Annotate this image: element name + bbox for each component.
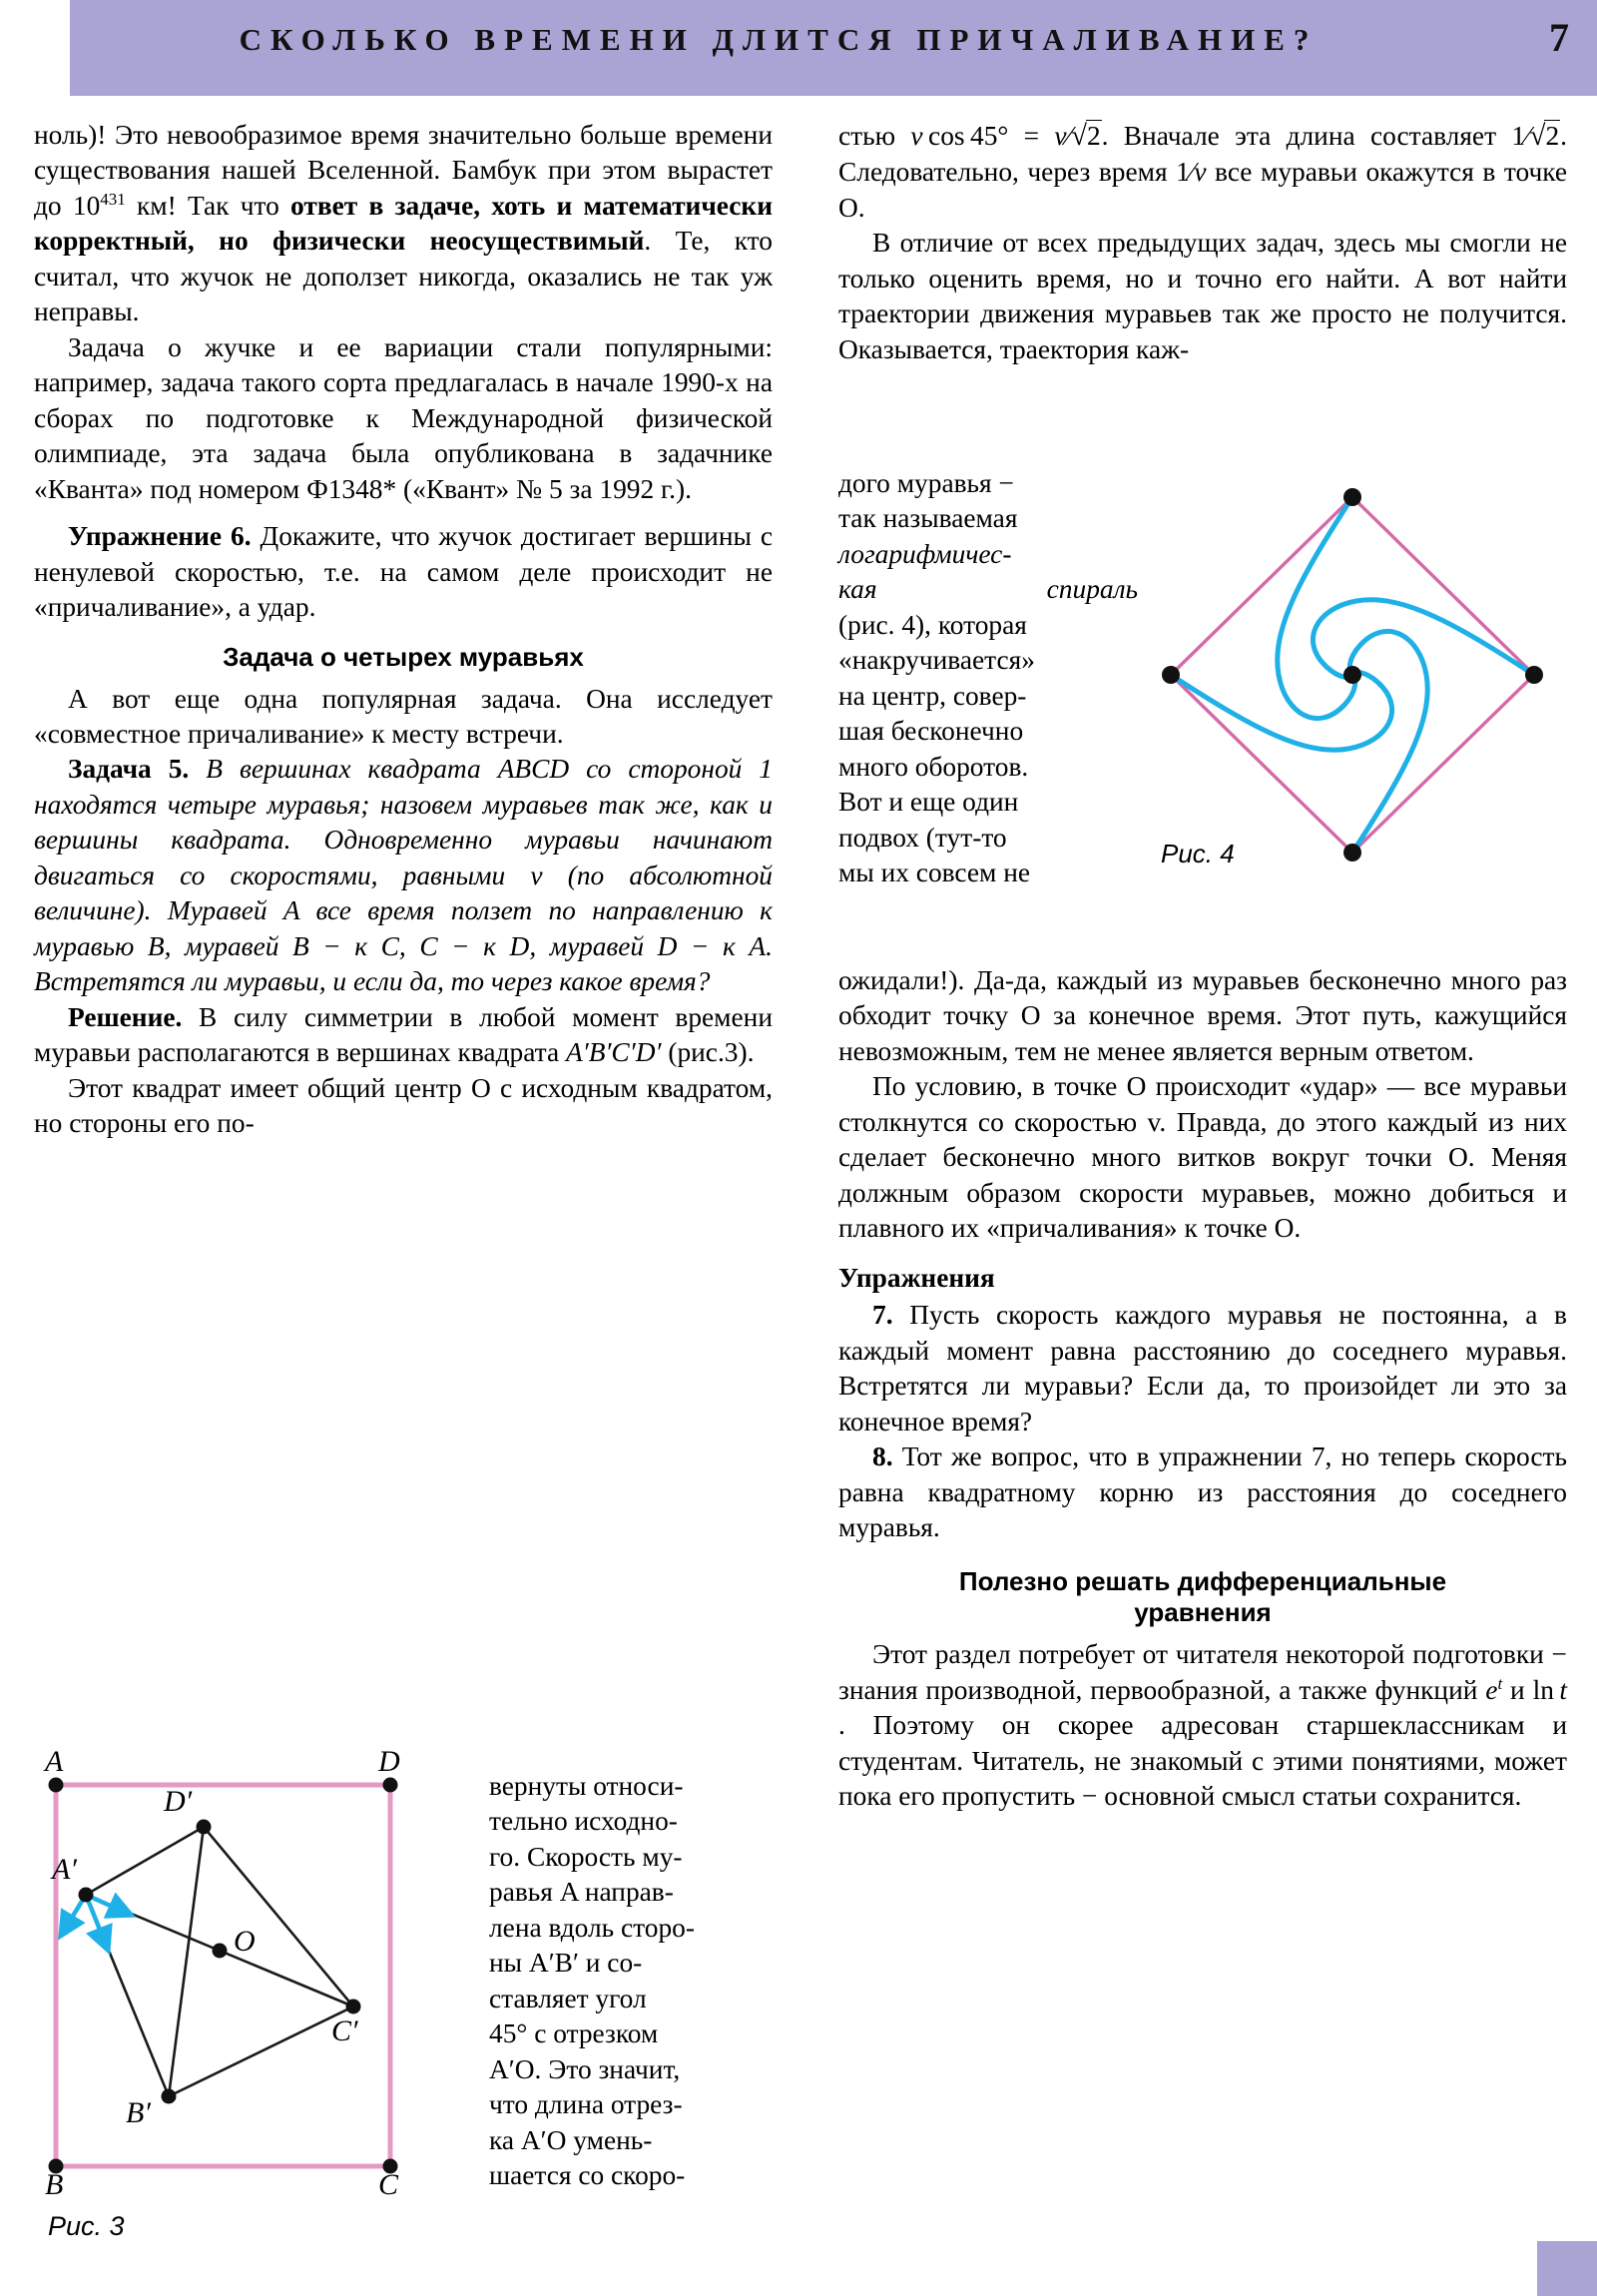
- paragraph-1: [34, 118, 773, 330]
- section-heading-diffeq: [838, 1566, 1567, 1629]
- running-title: СКОЛЬКО ВРЕМЕНИ ДЛИТСЯ ПРИЧАЛИВАНИЕ?: [239, 22, 1319, 57]
- wrapped-line: 45° с отрезком: [489, 2018, 659, 2049]
- figure-4-svg: [1153, 479, 1552, 868]
- task-5: [34, 752, 773, 999]
- figure-3-svg: [34, 1767, 465, 2206]
- right-paragraph-4: [838, 1637, 1567, 1814]
- r4-part-a: Этот раздел потребует от читателя некоторой подготовки − знания производной, первообразной, а также функций: [838, 1639, 1567, 1705]
- figure-3: [34, 1745, 465, 2206]
- paragraph-3: А вот еще одна популярная задача. Она исследует «совместное причаливание» к месту встречи.: [34, 683, 773, 749]
- label-B-prime: B′: [126, 2096, 151, 2129]
- right-paragraph-2-wide: В отличие от всех предыдущих задач, здесь мы смогли не только оценить время, но и точно его найти. А вот найти траектории движения муравьев так же просто не получится. Оказывается, траектория каж-: [838, 228, 1567, 364]
- r4-mid: и: [1502, 1674, 1533, 1705]
- solution-text-b: (рис.3).: [661, 1037, 755, 1068]
- wrapped-line: много оборотов.: [838, 751, 1029, 782]
- wrapped-line: шая бесконечно: [838, 716, 1024, 747]
- section-heading-line-1: Полезно решать дифференциальные: [958, 1565, 1447, 1596]
- corner-decoration: [1537, 2241, 1597, 2296]
- wrapped-line: го. Скорость му-: [489, 1841, 683, 1872]
- wrapped-line: равья A направ-: [489, 1877, 674, 1908]
- exercises-heading: Упражнения: [838, 1262, 995, 1293]
- r1-pre: стью: [838, 121, 911, 151]
- diamond-vertex-right: [1525, 666, 1543, 684]
- math-e: e: [1485, 1674, 1498, 1705]
- right-paragraph-2-tail: ожидали!). Да-да, каждый из муравьев бесконечно много раз обходит точку O за конечное время. Этот путь, кажущийся невозможным, тем не менее является верным ответом.: [838, 965, 1567, 1066]
- vertex-dot-C-prime: [346, 2000, 361, 2014]
- wrapped-line: «накручивается»: [838, 645, 1035, 676]
- inner-square-A1B1C1D1: [86, 1827, 353, 2096]
- exercise-7: [838, 1298, 1567, 1439]
- label-B: B: [45, 2168, 64, 2201]
- wrapped-line: ны A′B′ и со-: [489, 1948, 643, 1979]
- figure-4: [1153, 479, 1552, 868]
- exercise-7-text: Пусть скорость каждого муравья не постоянна, а в каждый момент равна расстоянию до соседнего муравья. Встретятся ли муравьи? Если да, то произойдет ли это за конечное время?: [838, 1300, 1567, 1436]
- r1-end: все муравьи окажутся в точке O.: [838, 157, 1567, 223]
- para1-exponent: 431: [100, 189, 126, 209]
- r4-part-b: . Поэтому он скорее адресован старшеклассникам и студентам. Читатель, не знакомый с этими понятиями, может пока его пропустить − основной смысл статьи сохранится.: [838, 1710, 1567, 1812]
- math-v-cos-45: v cos 45° = v⁄√2: [910, 120, 1101, 152]
- exercise-8-text: Тот же вопрос, что в упражнении 7, но теперь скорость равна квадратному корню из расстояния до соседнего муравья.: [838, 1441, 1567, 1543]
- exercise-7-number: 7.: [872, 1300, 893, 1331]
- section-heading-ants: Задача о четырех муравьях: [223, 641, 584, 672]
- wrapped-line: ставляет угол: [489, 1983, 647, 2013]
- right-paragraph-3: По условию, в точке O происходит «удар» — все муравьи столкнутся со скоростью v. Правда, до этого каждый из них сделает бесконечно много витков вокруг точки O. Меняя должным образом скорости муравьев, можно добиться и плавного их «причаливания» к точке O.: [838, 1071, 1567, 1244]
- figure-4-caption: Рис. 4: [1161, 839, 1235, 868]
- vertex-dot-A-prime: [79, 1888, 94, 1903]
- section-heading-line-2: уравнения: [1134, 1597, 1272, 1628]
- right-column-wrapped-text: [838, 466, 1138, 891]
- exercise-6-label: Упражнение 6.: [68, 521, 252, 552]
- wrapped-line: на центр, совер-: [838, 680, 1027, 711]
- center-dot-O: [213, 1944, 228, 1959]
- wrapped-line: ка A′O умень-: [489, 2124, 653, 2155]
- diamond-center-point: [1343, 666, 1361, 684]
- r1-mid: . Вначале эта длина составляет: [1101, 121, 1512, 151]
- vertex-dot-B-prime: [162, 2089, 177, 2104]
- diagonal-B1D1: [169, 1827, 204, 2096]
- wrapped-line: [838, 572, 1138, 607]
- solution-quadrilateral: A′B′C′D′: [565, 1037, 662, 1068]
- diamond-vertex-top: [1343, 488, 1361, 506]
- math-one-over-v: 1⁄v: [1176, 157, 1207, 188]
- para1-part-a: ноль)! Это невообразимое время значительно больше времени существования нашей Вселенной. Бамбук при этом вырастет до 10: [34, 120, 773, 221]
- vertex-dot-D: [383, 1778, 398, 1793]
- right-column: [838, 118, 1567, 367]
- right-paragraph-1: [838, 118, 1567, 226]
- label-D: D: [378, 1745, 400, 1778]
- wrapped-line: мы их совсем не: [838, 858, 1031, 888]
- exercise-6: [34, 519, 773, 625]
- para1-bold-phrase: ответ в задаче, хоть и математически корректный, но физически неосуществимый: [34, 190, 773, 257]
- exercise-6-text: Докажите, что жучок достигает вершины с ненулевой скоростью, т.е. на самом деле происходит не «причаливание», а удар.: [34, 521, 773, 623]
- wrapped-line: вернуты относи-: [489, 1771, 684, 1801]
- wrapped-line: лена вдоль сторо-: [489, 1912, 695, 1943]
- task-5-text: В вершинах квадрата ABCD со стороной 1 находятся четыре муравья; назовем муравьев так же, как и вершины квадрата. Одновременно муравьи начинают двигаться со скоростями, равными v (по абсолютной величине). Муравей A все время ползет по направлению к муравью B, муравей B − к C, C − к D, муравей D − к A. Встретятся ли муравьи, и если да, то через какое время?: [34, 754, 773, 997]
- wrapped-line: шается со скоро-: [489, 2160, 686, 2191]
- right-column-continued: [838, 963, 1567, 1815]
- label-C-prime: C′: [331, 2014, 358, 2047]
- wrapped-line: логарифмичес-: [838, 538, 1012, 569]
- figure-3-caption: Рис. 3: [48, 2211, 125, 2241]
- wrapped-line: что длина отрез-: [489, 2089, 683, 2120]
- task-5-label: Задача 5.: [68, 754, 190, 785]
- exercise-8-number: 8.: [872, 1441, 893, 1472]
- wrapped-line: тельно исходно-: [489, 1806, 678, 1837]
- left-column-wrapped-text: [489, 1769, 773, 2194]
- left-column: [34, 118, 773, 1142]
- wrapped-line: (рис. 4), которая: [838, 609, 1027, 640]
- paragraph-4-start: Этот квадрат имеет общий центр O с исходным квадратом, но стороны его по-: [34, 1072, 773, 1139]
- wrapped-word-kaya: кая: [838, 574, 877, 605]
- para1-part-b: км! Так что: [125, 190, 291, 221]
- wrapped-word-spiral: спираль: [1046, 574, 1138, 605]
- math-one-over-sqrt2: 1⁄√2: [1511, 120, 1560, 152]
- label-D-bottom: C: [378, 2168, 399, 2201]
- vertex-dot-A: [49, 1778, 64, 1793]
- solution-paragraph: [34, 1000, 773, 1071]
- label-D-prime: D′: [164, 1785, 193, 1818]
- wrapped-line: дого муравья −: [838, 468, 1014, 498]
- math-e-to-t: [1485, 1675, 1502, 1705]
- diamond-vertex-left: [1162, 666, 1180, 684]
- math-e-exponent: t: [1497, 1673, 1503, 1693]
- paragraph-2: Задача о жучке и ее вариации стали популярными: например, задача такого сорта предлагалась в начале 1990-х на сборах по подготовке к Международной физической олимпиаде, эта задача была опубликована в задачнике «Кванта» под номером Ф1348* («Квант» № 5 за 1992 г.).: [34, 331, 773, 504]
- wrapped-line: Вот и еще один: [838, 787, 1019, 818]
- outer-square-ABCD: [56, 1785, 390, 2166]
- wrapped-line: так называемая: [838, 503, 1018, 534]
- solution-label: Решение.: [68, 1001, 183, 1032]
- label-O: O: [234, 1925, 256, 1958]
- r1-mid2: . Следовательно, через время: [838, 121, 1567, 188]
- solution-text-a: В силу симметрии в любой момент времени муравьи располагаются в вершинах квадрата: [34, 1001, 773, 1068]
- para1-part-c: . Те, кто считал, что жучок не доползет никогда, оказались не так уж неправы.: [34, 226, 773, 327]
- exercise-8: [838, 1439, 1567, 1545]
- label-A-prime: A′: [52, 1853, 77, 1886]
- wrapped-line: подвох (тут-то: [838, 822, 1007, 853]
- page-number: 7: [1549, 15, 1569, 60]
- wrapped-line: A′O. Это значит,: [489, 2053, 681, 2084]
- diamond-vertex-bottom: [1343, 844, 1361, 861]
- math-ln-t: ln t: [1532, 1674, 1567, 1705]
- vertex-dot-D-prime: [197, 1820, 212, 1835]
- label-A: A: [45, 1745, 64, 1778]
